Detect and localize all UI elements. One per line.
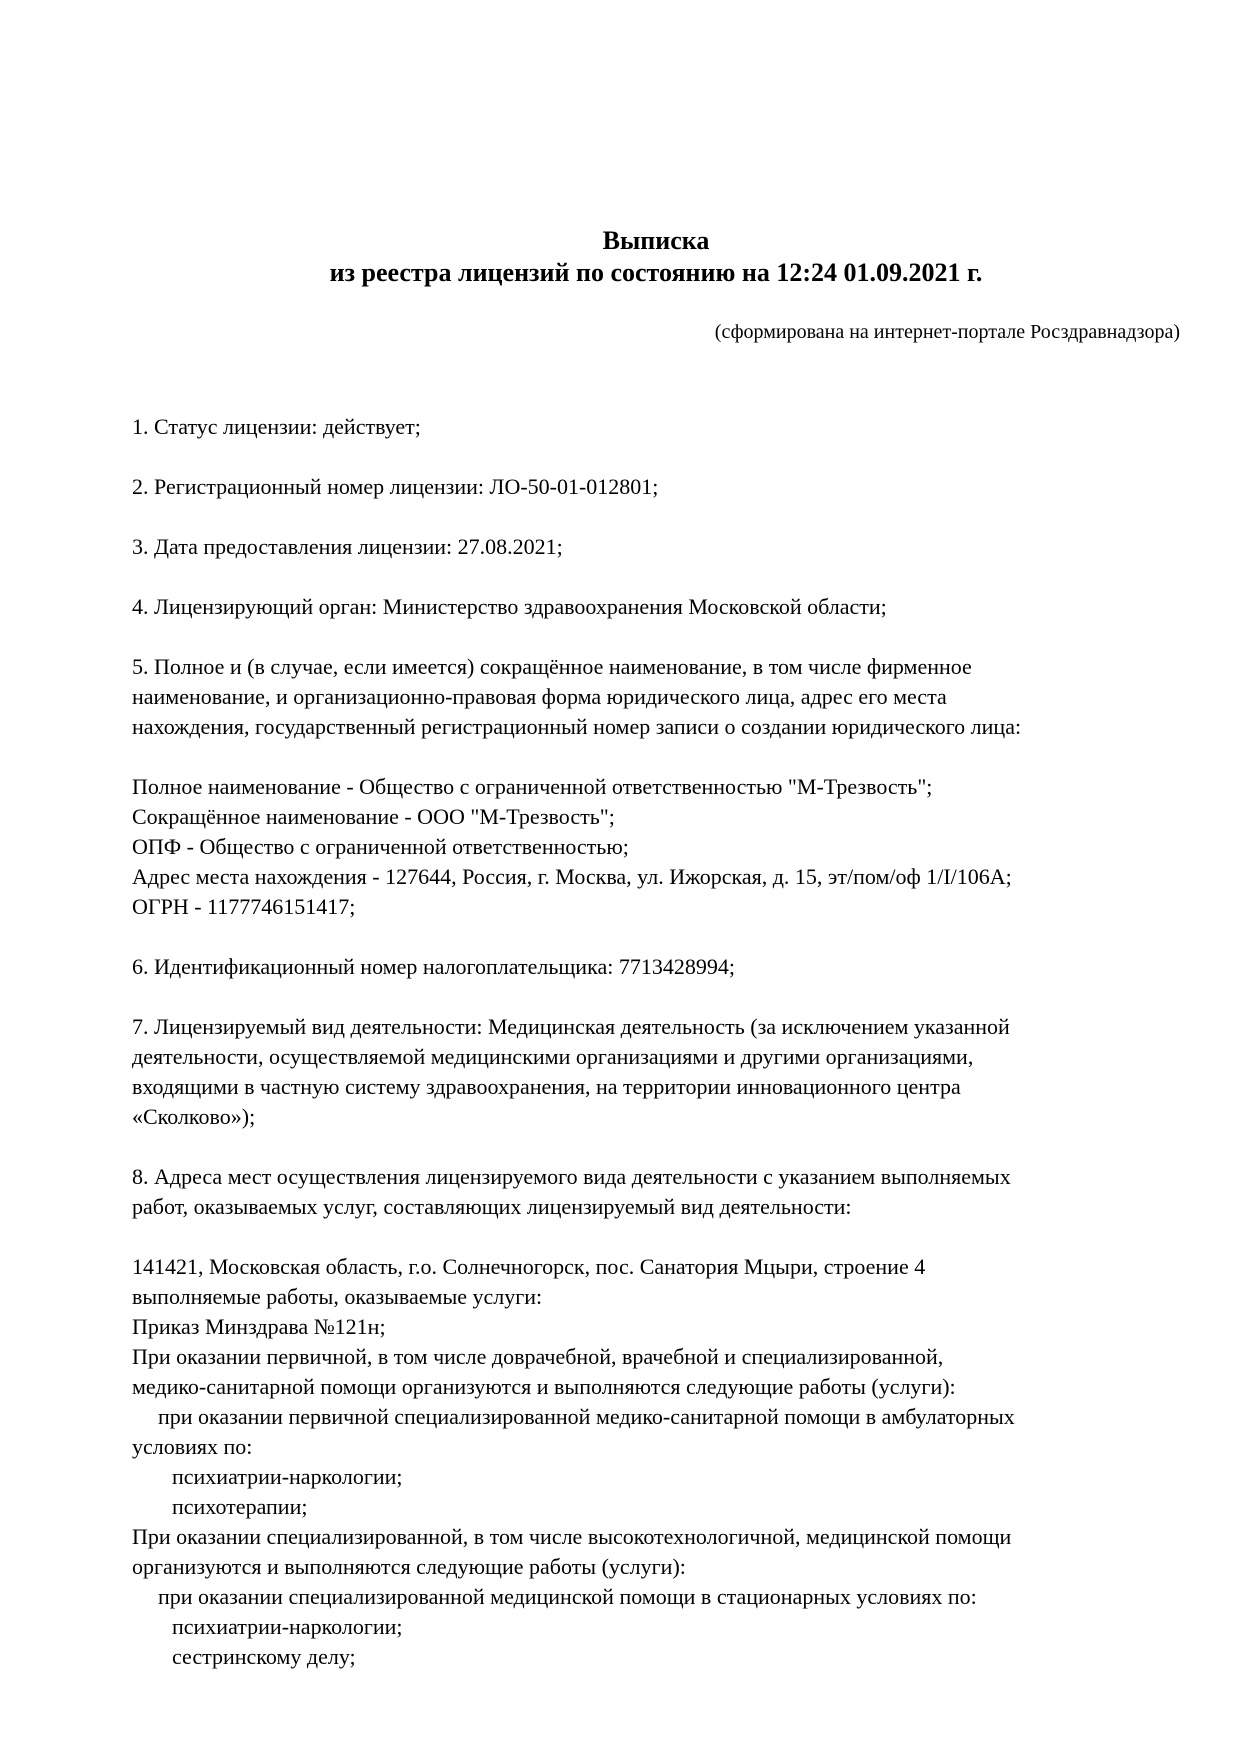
paragraph: [132, 472, 1180, 502]
text-line: При оказании специализированной, в том числе высокотехнологичной, медицинской помощи: [132, 1524, 1012, 1549]
text-line: нахождения, государственный регистрационный номер записи о создании юридического лица:: [132, 714, 1022, 739]
text-line: сестринскому делу;: [172, 1644, 356, 1669]
text-line: Приказ Минздрава №121н;: [132, 1314, 386, 1339]
document-title: [132, 225, 1180, 289]
text-line: организуются и выполняются следующие работы (услуги):: [132, 1554, 686, 1579]
text-line: психотерапии;: [172, 1494, 308, 1519]
text-line: деятельности, осуществляемой медицинскими организациями и другими организациями,: [132, 1044, 974, 1069]
text-line: психиатрии-наркологии;: [172, 1614, 403, 1639]
text-line: 1. Статус лицензии: действует;: [132, 414, 421, 439]
text-line: 141421, Московская область, г.о. Солнечногорск, пос. Санатория Мцыри, строение 4: [132, 1254, 926, 1279]
text-line: входящими в частную систему здравоохранения, на территории инновационного центра: [132, 1074, 961, 1099]
text-line: выполняемые работы, оказываемые услуги:: [132, 1284, 543, 1309]
document-body: [132, 412, 1180, 1672]
text-line: 3. Дата предоставления лицензии: 27.08.2021;: [132, 534, 563, 559]
text-line: ОПФ - Общество с ограниченной ответственностью;: [132, 834, 629, 859]
text-line: при оказании первичной специализированной медико-санитарной помощи в амбулаторных: [158, 1404, 1015, 1429]
paragraph: [132, 652, 1180, 742]
text-line: 2. Регистрационный номер лицензии: ЛО-50-01-012801;: [132, 474, 659, 499]
text-line: 8. Адреса мест осуществления лицензируемого вида деятельности с указанием выполняемых: [132, 1164, 1011, 1189]
text-line: 7. Лицензируемый вид деятельности: Медицинская деятельность (за исключением указанной: [132, 1014, 1010, 1039]
paragraph: [132, 412, 1180, 442]
paragraph: [132, 1012, 1180, 1132]
text-line: При оказании первичной, в том числе доврачебной, врачебной и специализированной,: [132, 1344, 944, 1369]
text-line: 4. Лицензирующий орган: Министерство здравоохранения Московской области;: [132, 594, 887, 619]
text-line: условиях по:: [132, 1434, 253, 1459]
text-line: ОГРН - 1177746151417;: [132, 894, 356, 919]
text-line: наименование, и организационно-правовая форма юридического лица, адрес его места: [132, 684, 947, 709]
text-line: при оказании специализированной медицинской помощи в стационарных условиях по:: [158, 1584, 977, 1609]
text-line: медико-санитарной помощи организуются и выполняются следующие работы (услуги):: [132, 1374, 956, 1399]
paragraph: [132, 772, 1180, 922]
text-line: «Сколково»);: [132, 1104, 256, 1129]
text-line: 6. Идентификационный номер налогоплательщика: 7713428994;: [132, 954, 735, 979]
text-line: 5. Полное и (в случае, если имеется) сокращённое наименование, в том числе фирменное: [132, 654, 972, 679]
paragraph: [132, 1252, 1180, 1672]
paragraph: [132, 1162, 1180, 1222]
title-line-1: Выписка: [602, 226, 710, 255]
paragraph: [132, 592, 1180, 622]
text-line: Полное наименование - Общество с ограниченной ответственностью "М-Трезвость";: [132, 774, 933, 799]
paragraph: [132, 532, 1180, 562]
text-line: Сокращённое наименование - ООО "М-Трезвость";: [132, 804, 615, 829]
title-line-2: из реестра лицензий по состоянию на 12:24 01.09.2021 г.: [329, 258, 983, 287]
paragraph: [132, 952, 1180, 982]
text-line: Адрес места нахождения - 127644, Россия, г. Москва, ул. Ижорская, д. 15, эт/пом/оф 1/I/106А;: [132, 864, 1012, 889]
text-line: работ, оказываемых услуг, составляющих лицензируемый вид деятельности:: [132, 1194, 852, 1219]
document-subtitle: (сформирована на интернет-портале Росздравнадзора): [714, 321, 1180, 343]
text-line: психиатрии-наркологии;: [172, 1464, 403, 1489]
